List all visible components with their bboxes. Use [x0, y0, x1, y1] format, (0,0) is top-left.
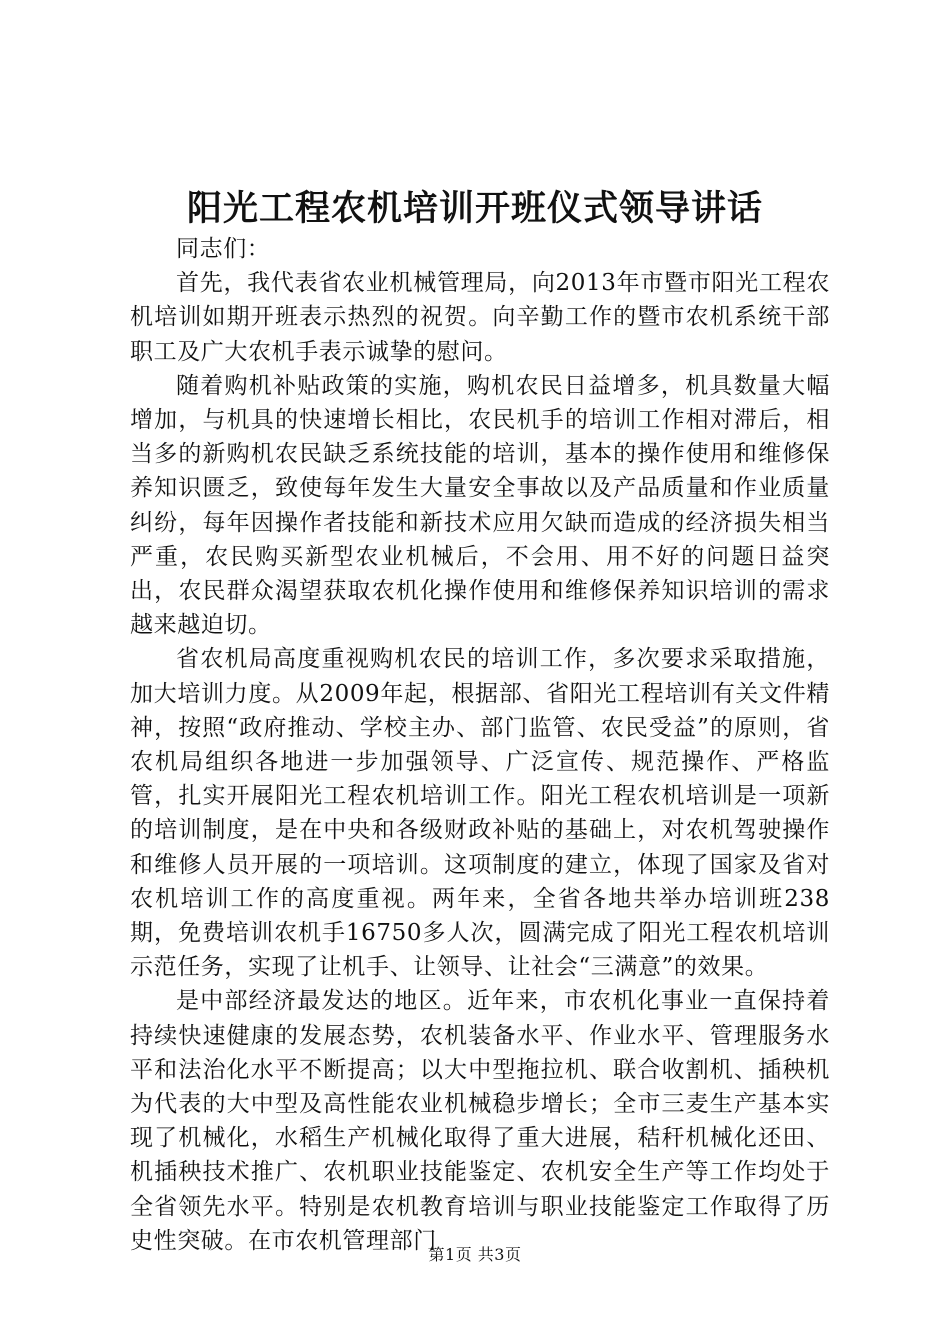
body-paragraph: 是中部经济最发达的地区。近年来，市农机化事业一直保持着持续快速健康的发展态势，农机装备水平、作业水平、管理服务水平和法治化水平不断提高；以大中型拖拉机、联合收割机、插秧机为代表的大中型及高性能农业机械稳步增长；全市三麦生产基本实现了机械化，水稻生产机械化取得了重大进展，秸秆机械化还田、机插秧技术推广、农机职业技能鉴定、农机安全生产等工作均处于全省领先水平。特别是农机教育培训与职业技能鉴定工作取得了历史性突破。在市农机管理部门 — [130, 988, 830, 1254]
body-paragraph: 首先，我代表省农业机械管理局，向2013年市暨市阳光工程农机培训如期开班表示热烈的祝贺。向辛勤工作的暨市农机系统干部职工及广大农机手表示诚挚的慰问。 — [130, 270, 830, 365]
body-paragraph: 省农机局高度重视购机农民的培训工作，多次要求采取措施，加大培训力度。从2009年起，根据部、省阳光工程培训有关文件精神，按照“政府推动、学校主办、部门监管、农民受益”的原则，省农机局组织各地进一步加强领导、广泛宣传、规范操作、严格监管，扎实开展阳光工程农机培训工作。阳光工程农机培训是一项新的培训制度，是在中央和各级财政补贴的基础上，对农机驾驶操作和维修人员开展的一项培训。这项制度的建立，体现了国家及省对农机培训工作的高度重视。两年来，全省各地共举办培训班238期，免费培训农机手16750多人次，圆满完成了阳光工程农机培训示范任务，实现了让机手、让领导、让社会“三满意”的效果。 — [130, 646, 830, 981]
body-paragraph: 随着购机补贴政策的实施，购机农民日益增多，机具数量大幅增加，与机具的快速增长相比，农民机手的培训工作相对滞后，相当多的新购机农民缺乏系统技能的培训，基本的操作使用和维修保养知识匮乏，致使每年发生大量安全事故以及产品质量和作业质量纠纷，每年因操作者技能和新技术应用欠缺而造成的经济损失相当严重，农民购买新型农业机械后，不会用、用不好的问题日益突出，农民群众渴望获取农机化操作使用和维修保养知识培训的需求越来越迫切。 — [130, 372, 830, 639]
page-number-footer: 第1页 共3页 — [428, 1245, 522, 1264]
document-body — [130, 232, 830, 1258]
document-title: 阳光工程农机培训开班仪式领导讲话 — [186, 188, 763, 229]
salutation-paragraph: 同志们： — [176, 236, 271, 262]
